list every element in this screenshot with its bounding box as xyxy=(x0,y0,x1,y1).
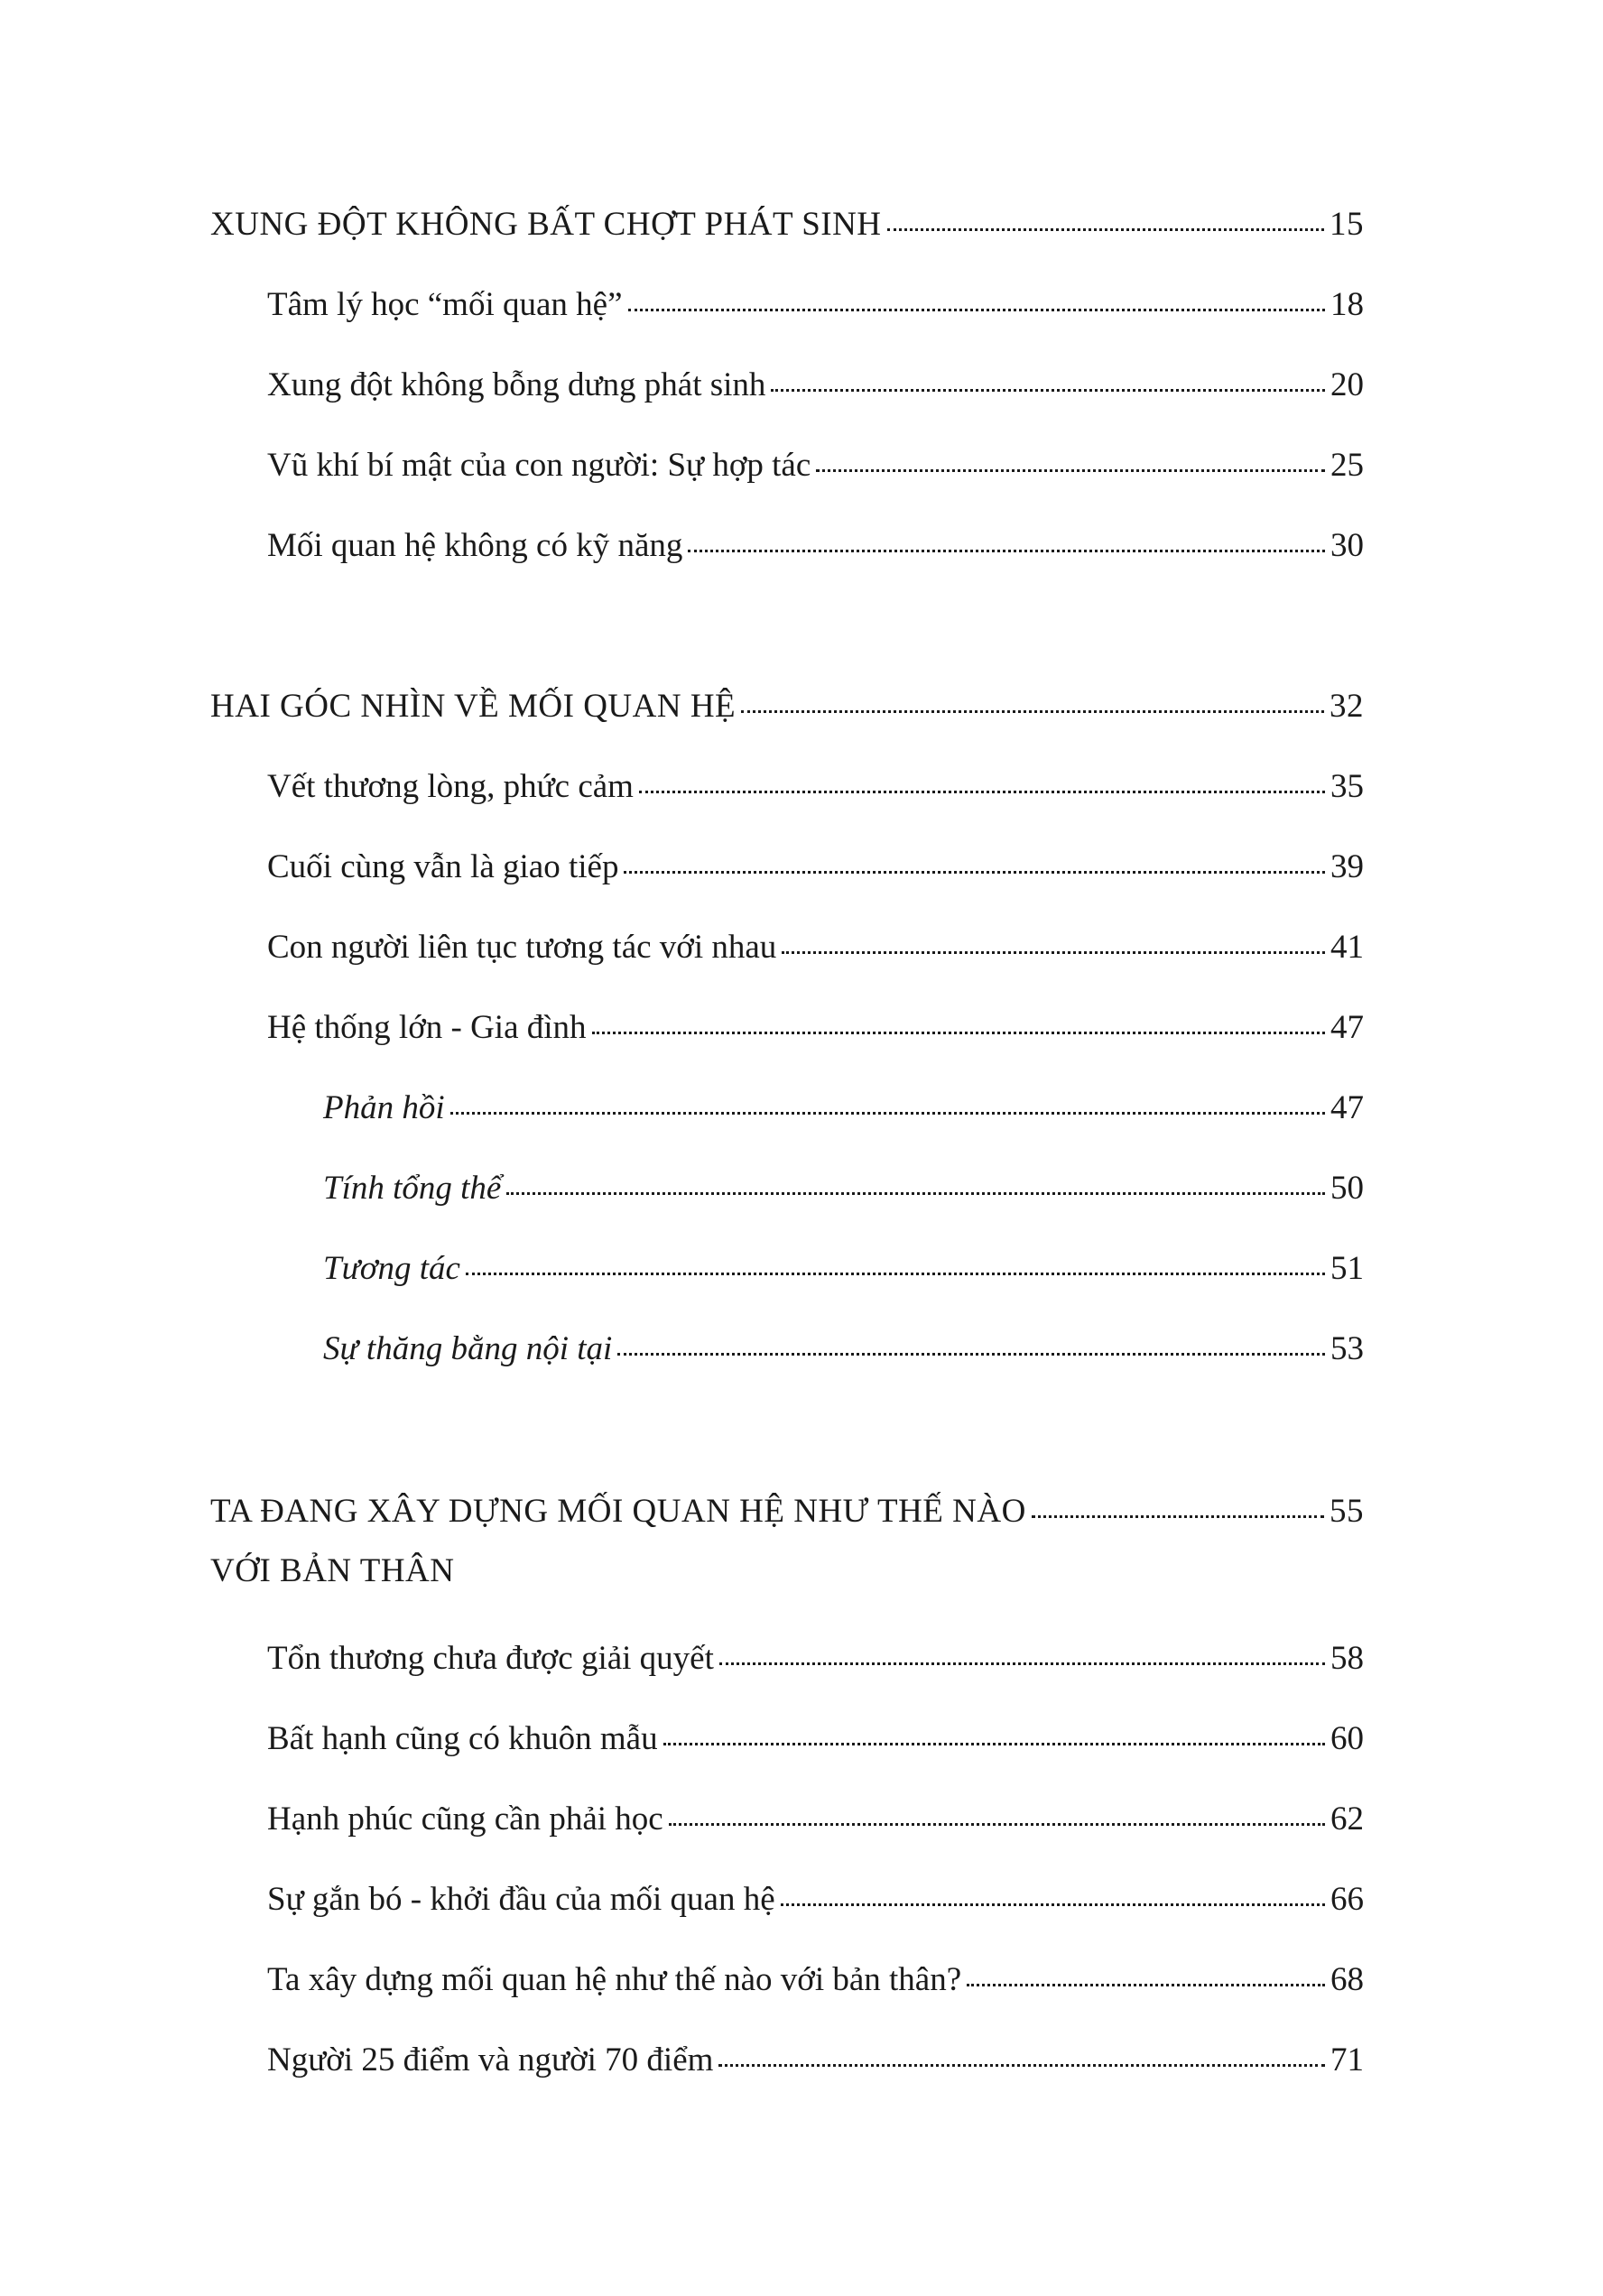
section-title: Vũ khí bí mật của con người: Sự hợp tác xyxy=(267,447,811,484)
dot-leader xyxy=(450,1112,1325,1115)
section-title: Vết thương lòng, phức cảm xyxy=(267,768,634,805)
section-title: Sự gắn bó - khởi đầu của mối quan hệ xyxy=(267,1881,775,1918)
toc-chapter-2[interactable] xyxy=(210,686,1364,727)
page-number: 68 xyxy=(1330,1961,1364,1998)
toc-section[interactable] xyxy=(267,847,1364,888)
section-title: Hạnh phúc cũng cần phải học xyxy=(267,1801,663,1838)
section-title: Cuối cùng vẫn là giao tiếp xyxy=(267,848,619,885)
toc-section[interactable] xyxy=(267,284,1364,326)
page-number: 47 xyxy=(1330,1089,1364,1126)
page-number: 71 xyxy=(1330,2041,1364,2078)
toc-subsection[interactable] xyxy=(323,1088,1364,1129)
dot-leader xyxy=(741,710,1324,713)
toc-subsection[interactable] xyxy=(323,1168,1364,1209)
dot-leader xyxy=(592,1032,1325,1034)
page-number: 62 xyxy=(1330,1801,1364,1838)
dot-leader xyxy=(628,309,1325,311)
page-number: 30 xyxy=(1330,527,1364,564)
page-number: 50 xyxy=(1330,1170,1364,1207)
chapter-title-continuation: VỚI BẢN THÂN xyxy=(210,1552,455,1589)
page-number: 25 xyxy=(1330,447,1364,484)
toc-chapter-1[interactable] xyxy=(210,204,1364,245)
toc-section[interactable] xyxy=(267,1799,1364,1840)
subsection-title: Tương tác xyxy=(323,1250,460,1287)
section-title: Con người liên tục tương tác với nhau xyxy=(267,929,777,966)
dot-leader xyxy=(781,1903,1325,1906)
page-number: 47 xyxy=(1330,1009,1364,1046)
section-title: Xung đột không bỗng dưng phát sinh xyxy=(267,366,766,403)
page-number: 39 xyxy=(1330,848,1364,885)
page-number: 35 xyxy=(1330,768,1364,805)
section-title: Bất hạnh cũng có khuôn mẫu xyxy=(267,1720,658,1757)
section-title: Mối quan hệ không có kỹ năng xyxy=(267,527,683,564)
dot-leader xyxy=(624,871,1325,874)
page-number: 15 xyxy=(1330,206,1364,243)
dot-leader xyxy=(617,1353,1325,1356)
toc-subsection[interactable] xyxy=(323,1248,1364,1290)
dot-leader xyxy=(639,791,1325,793)
toc-section[interactable] xyxy=(267,2040,1364,2081)
page-number: 55 xyxy=(1330,1493,1364,1530)
dot-leader xyxy=(688,550,1325,552)
dot-leader xyxy=(1032,1515,1324,1518)
section-title: Tâm lý học “mối quan hệ” xyxy=(267,286,623,323)
dot-leader xyxy=(887,228,1324,231)
toc-section[interactable] xyxy=(267,445,1364,486)
section-title: Người 25 điểm và người 70 điểm xyxy=(267,2041,714,2078)
toc-subsection[interactable] xyxy=(323,1329,1364,1370)
page-number: 18 xyxy=(1330,286,1364,323)
subsection-title: Phản hồi xyxy=(323,1089,445,1126)
page-number: 41 xyxy=(1330,929,1364,966)
toc-section[interactable] xyxy=(267,1879,1364,1921)
section-title: Hệ thống lớn - Gia đình xyxy=(267,1009,587,1046)
dot-leader xyxy=(506,1192,1325,1195)
page-number: 32 xyxy=(1330,688,1364,725)
toc-section[interactable] xyxy=(267,1638,1364,1680)
section-title: Ta xây dựng mối quan hệ như thế nào với bản thân? xyxy=(267,1961,962,1998)
toc-section[interactable] xyxy=(267,927,1364,968)
toc-section[interactable] xyxy=(267,766,1364,808)
page-number: 66 xyxy=(1330,1881,1364,1918)
dot-leader xyxy=(771,389,1325,392)
dot-leader xyxy=(663,1743,1325,1745)
section-title: Tổn thương chưa được giải quyết xyxy=(267,1640,714,1677)
page-number: 58 xyxy=(1330,1640,1364,1677)
toc-section[interactable] xyxy=(267,1959,1364,2001)
dot-leader xyxy=(466,1273,1325,1275)
page-number: 20 xyxy=(1330,366,1364,403)
dot-leader xyxy=(816,469,1325,472)
page-number: 51 xyxy=(1330,1250,1364,1287)
dot-leader xyxy=(669,1823,1325,1826)
toc-section[interactable] xyxy=(267,525,1364,567)
toc-section[interactable] xyxy=(267,1007,1364,1049)
page-number: 53 xyxy=(1330,1330,1364,1367)
subsection-title: Tính tổng thể xyxy=(323,1170,502,1207)
toc-section[interactable] xyxy=(267,365,1364,406)
chapter-title: TA ĐANG XÂY DỰNG MỐI QUAN HỆ NHƯ THẾ NÀO xyxy=(210,1493,1026,1530)
chapter-title: XUNG ĐỘT KHÔNG BẤT CHỢT PHÁT SINH xyxy=(210,206,882,243)
toc-section[interactable] xyxy=(267,1718,1364,1760)
chapter-title: HAI GÓC NHÌN VỀ MỐI QUAN HỆ xyxy=(210,688,737,725)
dot-leader xyxy=(719,1662,1325,1665)
page-number: 60 xyxy=(1330,1720,1364,1757)
dot-leader xyxy=(967,1984,1325,1986)
toc-chapter-3[interactable] xyxy=(210,1491,1364,1532)
dot-leader xyxy=(718,2064,1325,2067)
subsection-title: Sự thăng bằng nội tại xyxy=(323,1330,613,1367)
dot-leader xyxy=(782,951,1325,954)
